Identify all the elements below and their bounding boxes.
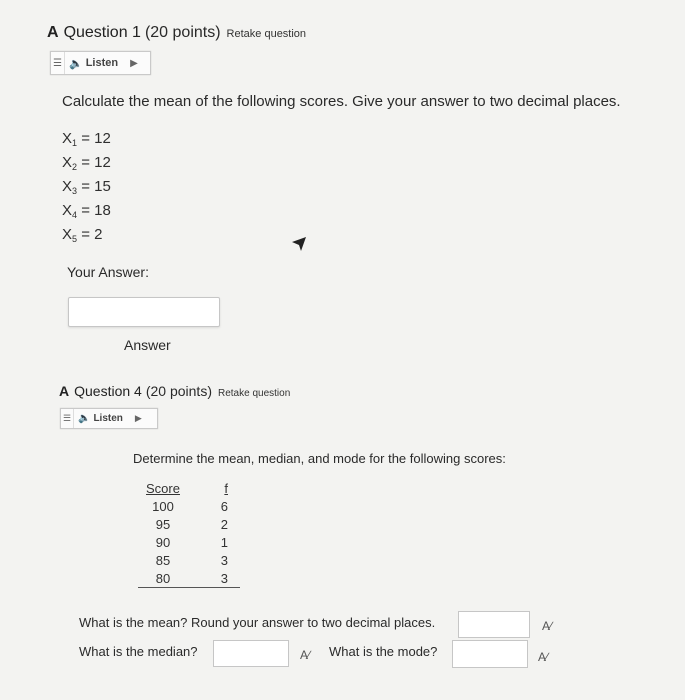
header-f: f: [224, 480, 228, 496]
cell-score: 100: [152, 498, 174, 514]
score-var: X: [62, 202, 73, 219]
table-row: [138, 533, 240, 551]
speaker-icon: 🔈: [78, 413, 91, 424]
header-score: Score: [146, 480, 180, 496]
score-line-3: [62, 178, 111, 195]
q1-prompt: Calculate the mean of the following scores. Give your answer to two decimal places.: [62, 93, 621, 110]
score-value: = 2: [81, 226, 103, 243]
warning-icon: A: [59, 383, 70, 399]
table-row: [138, 569, 240, 588]
score-line-5: [62, 226, 102, 243]
q4-points: (20 points): [145, 383, 212, 399]
play-icon[interactable]: ▶: [130, 57, 138, 69]
score-var: X: [62, 178, 73, 195]
q1-answer-input[interactable]: [68, 297, 220, 327]
mean-question: What is the mean? Round your answer to two decimal places.: [79, 615, 436, 630]
play-icon[interactable]: ▶: [134, 413, 142, 423]
speaker-icon: 🔈: [69, 57, 83, 70]
score-value: = 15: [81, 178, 111, 195]
score-sub: 5: [72, 234, 78, 244]
q1-header: [47, 24, 306, 42]
score-var: X: [62, 154, 73, 171]
q1-points: (20 points): [144, 24, 221, 41]
score-sub: 1: [72, 138, 78, 148]
score-var: X: [62, 130, 73, 147]
score-var: X: [62, 226, 73, 243]
score-line-4: [62, 202, 111, 219]
q4-title: Question 4: [74, 383, 142, 399]
q4-header: [59, 383, 290, 399]
score-line-2: [62, 154, 111, 171]
median-input[interactable]: [213, 640, 289, 667]
q1-title: Question 1: [63, 24, 141, 41]
your-answer-label: Your Answer:: [67, 264, 149, 280]
table-row: [138, 515, 240, 533]
score-line-1: [62, 130, 111, 147]
cell-f: 3: [220, 570, 228, 586]
score-value: = 18: [81, 202, 111, 219]
mode-question: What is the mode?: [329, 644, 438, 659]
table-row: [138, 497, 240, 515]
table-header-row: [138, 479, 240, 497]
frequency-table: [138, 479, 240, 588]
score-sub: 4: [72, 210, 78, 220]
answer-caption: Answer: [124, 337, 171, 353]
menu-icon[interactable]: ☰: [61, 409, 74, 428]
score-value: = 12: [81, 154, 111, 171]
score-sub: 3: [72, 186, 78, 196]
q4-listen-widget[interactable]: [60, 408, 158, 429]
menu-icon[interactable]: ☰: [51, 52, 65, 74]
spellcheck-icon[interactable]: A∕: [300, 648, 311, 662]
q1-retake-link[interactable]: Retake question: [226, 28, 307, 40]
q1-listen-label: Listen: [85, 57, 119, 69]
cell-f: 6: [220, 498, 228, 514]
q1-listen-widget[interactable]: [50, 51, 151, 75]
cell-f: 1: [220, 534, 228, 550]
spellcheck-icon[interactable]: A∕: [538, 650, 549, 664]
mode-input[interactable]: [452, 640, 528, 668]
cell-f: 3: [220, 552, 228, 568]
spellcheck-icon[interactable]: A∕: [542, 619, 553, 633]
mean-input[interactable]: [458, 611, 530, 638]
score-sub: 2: [72, 162, 78, 172]
warning-icon: A: [47, 24, 59, 41]
mouse-cursor-icon: [291, 236, 307, 252]
median-question: What is the median?: [79, 644, 198, 659]
score-value: = 12: [81, 130, 111, 147]
cell-f: 2: [220, 516, 228, 532]
q4-listen-label: Listen: [93, 413, 123, 424]
table-row: [138, 551, 240, 569]
cell-score: 95: [155, 516, 171, 532]
cell-score: 80: [155, 570, 171, 586]
q4-prompt: Determine the mean, median, and mode for the following scores:: [133, 451, 506, 466]
q4-retake-link[interactable]: Retake question: [218, 388, 291, 399]
cell-score: 90: [155, 534, 171, 550]
cell-score: 85: [155, 552, 171, 568]
